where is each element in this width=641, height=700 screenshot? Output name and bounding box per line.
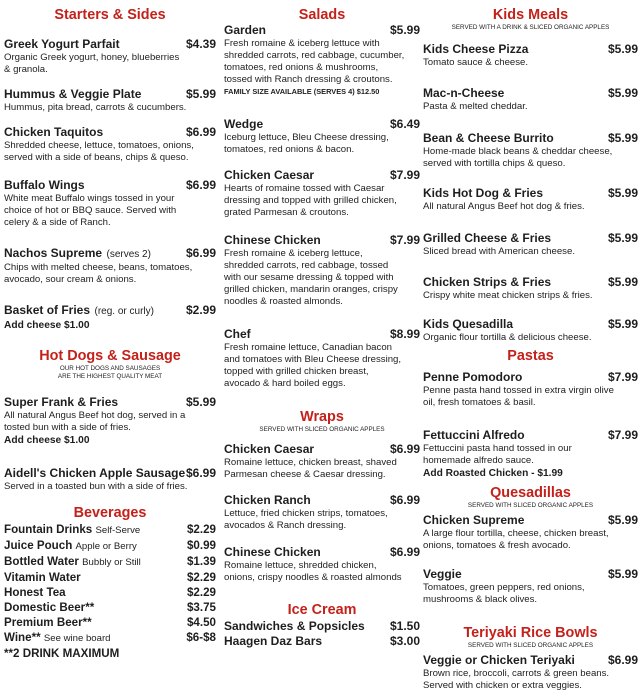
item-desc: celery & a side of Ranch. <box>4 217 111 228</box>
item-desc: Penne pasta hand tossed in extra virgin olive <box>423 385 614 396</box>
item-note: (reg. or curly) <box>94 306 154 317</box>
menu-item <box>4 466 216 493</box>
drink-maximum-note: **2 DRINK MAXIMUM <box>4 647 120 660</box>
item-name: Chef <box>224 327 251 341</box>
item-price: $7.99 <box>607 428 638 442</box>
item-price: $5.99 <box>607 317 638 331</box>
item-desc: Home-made black beans & cheddar cheese, <box>423 146 613 157</box>
menu-item <box>423 86 638 113</box>
item-desc: homemade alfredo sauce. <box>423 455 534 466</box>
section-subtitle: OUR HOT DOGS AND SAUSAGES <box>59 365 161 372</box>
item-name: Wedge <box>224 117 264 131</box>
item-name: Chicken Taquitos <box>4 125 104 139</box>
item-name: Premium Beer** <box>4 616 92 629</box>
item-desc: avocado, sour cream & onions. <box>4 274 137 285</box>
item-desc: avocado & hard boiled eggs. <box>224 378 346 389</box>
item-price: $6.99 <box>389 442 420 456</box>
item-extra: Add cheese $1.00 <box>4 435 90 446</box>
section-title: Beverages <box>73 505 147 521</box>
item-desc: Romaine lettuce, shredded chicken, <box>224 560 377 571</box>
item-desc: Fresh romaine & iceberg lettuce with <box>224 38 380 49</box>
item-name: Vitamin Water <box>4 571 81 584</box>
item-name: Kids Cheese Pizza <box>423 42 529 56</box>
item-desc: tomatoes, red onions & mushrooms, <box>224 62 379 73</box>
item-desc: Served in a toasted bun with a side of fries. <box>4 481 188 492</box>
item-desc: grated Parmesan & croutons. <box>224 207 349 218</box>
teriyaki-section <box>423 624 638 650</box>
item-desc: choice of hot or BBQ sauce. Served with <box>4 205 177 216</box>
item-name: Super Frank & Fries <box>4 395 119 409</box>
item-price: $7.99 <box>389 168 420 182</box>
item-price: $6.99 <box>185 178 216 192</box>
item-desc: noodles & roasted almonds. <box>224 296 343 307</box>
quesadillas-section <box>423 484 638 510</box>
item-price: $6.99 <box>185 125 216 139</box>
section-subtitle: SERVED WITH SLICED ORGANIC APPLES <box>467 642 594 649</box>
item-price: $2.29 <box>186 571 216 584</box>
menu-item <box>4 245 216 286</box>
section-title: Starters & Sides <box>54 7 166 23</box>
item-name: Garden <box>224 23 267 37</box>
item-desc: Tomatoes, green peppers, red onions, <box>423 582 585 593</box>
item-desc: Organic flour tortilla & delicious cheese. <box>423 332 592 343</box>
item-price: $4.39 <box>185 37 216 51</box>
menu-item <box>4 87 216 114</box>
beverage-list <box>4 522 216 661</box>
item-name: Chicken Caesar <box>224 442 315 456</box>
item-name: Sandwiches & Popsicles <box>224 619 365 633</box>
salads-section <box>224 6 420 24</box>
item-desc: tossed with Ranch dressing & croutons. <box>224 74 393 85</box>
item-note: Self-Serve <box>95 525 141 536</box>
item-name: Chicken Strips & Fries <box>423 275 552 289</box>
item-note: Bubbly or Still <box>82 557 141 568</box>
item-price: $3.00 <box>389 634 420 648</box>
item-price: $1.39 <box>186 555 216 568</box>
beverages-section <box>4 504 216 522</box>
item-price: $6.99 <box>389 545 420 559</box>
item-desc: Parmesan cheese & Caesar dressing. <box>224 469 386 480</box>
item-price: $2.99 <box>185 303 216 317</box>
menu-item <box>224 327 420 390</box>
item-desc: & granola. <box>4 64 48 75</box>
item-desc: dressing and topped with grilled chicken, <box>224 195 397 206</box>
item-desc: Served with chicken or extra veggies. <box>423 680 582 691</box>
wraps-section <box>224 408 420 434</box>
item-desc: White meat Buffalo wings tossed in your <box>4 193 175 204</box>
item-desc: Fresh romaine & iceberg lettuce, <box>224 248 363 259</box>
item-extra: Add cheese $1.00 <box>4 320 90 331</box>
section-subtitle: SERVED WITH SLICED ORGANIC APPLES <box>259 426 385 433</box>
item-name: Chicken Caesar <box>224 168 315 182</box>
item-desc: and tomatoes with Bleu Cheese dressing, <box>224 354 402 365</box>
menu-item <box>224 442 420 481</box>
pastas-section <box>423 347 638 365</box>
section-title: Teriyaki Rice Bowls <box>463 625 598 641</box>
item-name: Chinese Chicken <box>224 233 321 247</box>
item-price: $6.49 <box>389 117 420 131</box>
item-price: $5.99 <box>607 131 638 145</box>
menu-item <box>423 513 638 552</box>
item-name: Bean & Cheese Burrito <box>423 131 554 145</box>
item-name: Chicken Ranch <box>224 493 311 507</box>
menu-item <box>4 395 216 447</box>
item-desc: All natural Angus Beef hot dog, served in a <box>4 410 186 421</box>
item-price: $5.99 <box>607 513 638 527</box>
item-name: Chinese Chicken <box>224 545 321 559</box>
item-price: $0.99 <box>186 539 216 552</box>
menu-item <box>224 233 420 308</box>
item-desc: onions, crispy noodles & roasted almonds <box>224 572 402 583</box>
item-desc: topped with grilled chicken breast, <box>224 366 369 377</box>
section-title: Salads <box>298 7 346 23</box>
icecream-section <box>224 601 420 619</box>
menu-item <box>423 231 638 258</box>
item-price: $5.99 <box>607 86 638 100</box>
item-desc: Crispy white meat chicken strips & fries. <box>423 290 593 301</box>
item-desc: Lettuce, fried chicken strips, tomatoes, <box>224 508 388 519</box>
menu-item <box>4 125 216 164</box>
item-price: $6.99 <box>389 493 420 507</box>
item-name: Grilled Cheese & Fries <box>423 231 552 245</box>
menu-item <box>423 567 638 606</box>
menu-item <box>423 42 638 69</box>
item-desc: served with a side of beans, chips & queso. <box>4 152 189 163</box>
section-title: Pastas <box>507 348 554 364</box>
item-name: Fettuccini Alfredo <box>423 428 525 442</box>
menu-item <box>224 619 420 649</box>
item-price: $4.50 <box>186 616 216 629</box>
section-subtitle: ARE THE HIGHEST QUALITY MEAT <box>57 373 163 380</box>
item-name: Honest Tea <box>4 586 66 599</box>
menu-item <box>4 37 216 76</box>
menu-item <box>224 545 420 584</box>
item-name: Fountain Drinks <box>4 523 93 536</box>
menu-item <box>224 493 420 532</box>
item-desc: tosted bun with a side of fries. <box>4 422 131 433</box>
item-name: Haagen Daz Bars <box>224 634 323 648</box>
item-desc: mushrooms & black olives. <box>423 594 538 605</box>
menu-item <box>4 302 216 332</box>
section-title: Ice Cream <box>287 602 357 618</box>
item-name: Hummus & Veggie Plate <box>4 87 142 101</box>
item-name: Buffalo Wings <box>4 178 85 192</box>
item-desc: Pasta & melted cheddar. <box>423 101 528 112</box>
item-price: $5.99 <box>607 42 638 56</box>
item-desc: Tomato sauce & cheese. <box>423 57 529 68</box>
item-desc: served with tortilla chips & queso. <box>423 158 566 169</box>
item-desc: All natural Angus Beef hot dog & fries. <box>423 201 585 212</box>
item-price: $5.99 <box>607 567 638 581</box>
item-desc: tomatoes, red onions & bacon. <box>224 144 355 155</box>
item-name: Kids Quesadilla <box>423 317 514 331</box>
item-price: $8.99 <box>389 327 420 341</box>
item-desc: oil, fresh tomatoes & basil. <box>423 397 536 408</box>
starters-section <box>4 6 216 24</box>
item-desc: Romaine lettuce, chicken breast, shaved <box>224 457 397 468</box>
item-desc: with our sesame dressing & topped with <box>224 272 394 283</box>
item-name: Domestic Beer** <box>4 601 95 614</box>
menu-item <box>224 117 420 156</box>
item-price: $5.99 <box>607 275 638 289</box>
menu-item <box>423 428 638 480</box>
item-desc: shredded carrots, red cabbage, cucumber, <box>224 50 405 61</box>
item-price: $6.99 <box>185 246 216 260</box>
item-name: Aidell's Chicken Apple Sausage <box>4 466 186 480</box>
menu-item <box>423 186 638 213</box>
item-name: Greek Yogurt Parfait <box>4 37 120 51</box>
menu-item <box>423 275 638 302</box>
family-size-note: FAMILY SIZE AVAILABLE (SERVES 4) $12.50 <box>224 87 380 96</box>
item-name: Mac-n-Cheese <box>423 86 505 100</box>
kids-section <box>423 6 638 32</box>
item-price: $3.75 <box>186 601 216 614</box>
item-name: Kids Hot Dog & Fries <box>423 186 544 200</box>
item-desc: Shredded cheese, lettuce, tomatoes, onions, <box>4 140 194 151</box>
item-desc: Hummus, pita bread, carrots & cucumbers. <box>4 102 187 113</box>
item-name: Wine** <box>4 631 41 644</box>
hotdogs-section <box>4 347 216 381</box>
item-price: $2.29 <box>186 523 216 536</box>
item-name: Nachos Supreme <box>4 246 103 260</box>
section-subtitle: SERVED WITH SLICED ORGANIC APPLES <box>467 502 594 509</box>
item-desc: onions, tomatoes & fresh avocado. <box>423 540 571 551</box>
item-note: (serves 2) <box>106 249 151 260</box>
section-title: Hot Dogs & Sausage <box>39 348 181 364</box>
item-name: Basket of Fries <box>4 303 91 317</box>
menu-item <box>224 23 420 97</box>
item-price: $5.99 <box>607 231 638 245</box>
item-desc: Chips with melted cheese, beans, tomatoes, <box>4 262 193 273</box>
item-name: Veggie or Chicken Teriyaki <box>423 653 575 667</box>
item-desc: Iceburg lettuce, Bleu Cheese dressing, <box>224 132 389 143</box>
item-extra: Add Roasted Chicken - $1.99 <box>423 468 563 479</box>
menu-item <box>4 178 216 229</box>
menu-item <box>423 131 638 170</box>
item-price: $6.99 <box>185 466 216 480</box>
item-name: Juice Pouch <box>4 539 73 552</box>
item-note: Apple or Berry <box>75 541 137 552</box>
item-desc: Hearts of romaine tossed with Caesar <box>224 183 385 194</box>
item-desc: Fettuccini pasta hand tossed in our <box>423 443 572 454</box>
item-note: See wine board <box>43 633 111 644</box>
item-desc: A large flour tortilla, cheese, chicken breast, <box>423 528 609 539</box>
item-name: Veggie <box>423 567 462 581</box>
item-name: Penne Pomodoro <box>423 370 523 384</box>
section-title: Kids Meals <box>492 7 569 23</box>
item-price: $7.99 <box>389 233 420 247</box>
item-desc: Brown rice, broccoli, carrots & green beans. <box>423 668 610 679</box>
item-price: $6-$8 <box>186 631 216 644</box>
section-title: Quesadillas <box>490 485 571 501</box>
item-desc: grilled chicken, mandarin oranges, crispy <box>224 284 398 295</box>
item-desc: Sliced bread with American cheese. <box>423 246 575 257</box>
item-price: $6.99 <box>607 653 638 667</box>
item-price: $5.99 <box>185 395 216 409</box>
item-name: Chicken Supreme <box>423 513 525 527</box>
menu-item <box>423 370 638 409</box>
item-price: $5.99 <box>389 23 420 37</box>
item-desc: avocados & Ranch dressing. <box>224 520 347 531</box>
item-name: Bottled Water <box>4 555 79 568</box>
menu-item <box>224 168 420 219</box>
item-price: $2.29 <box>186 586 216 599</box>
menu-item <box>423 317 638 344</box>
menu-item <box>423 653 638 692</box>
section-title: Wraps <box>300 409 344 425</box>
section-subtitle: SERVED WITH A DRINK & SLICED ORGANIC APPLES <box>451 24 610 31</box>
item-desc: Organic Greek yogurt, honey, blueberries <box>4 52 180 63</box>
item-price: $1.50 <box>389 619 420 633</box>
item-desc: Fresh romaine lettuce, Canadian bacon <box>224 342 392 353</box>
item-price: $5.99 <box>185 87 216 101</box>
item-price: $5.99 <box>607 186 638 200</box>
item-desc: shredded carrots, red cabbage, tossed <box>224 260 389 271</box>
item-price: $7.99 <box>607 370 638 384</box>
